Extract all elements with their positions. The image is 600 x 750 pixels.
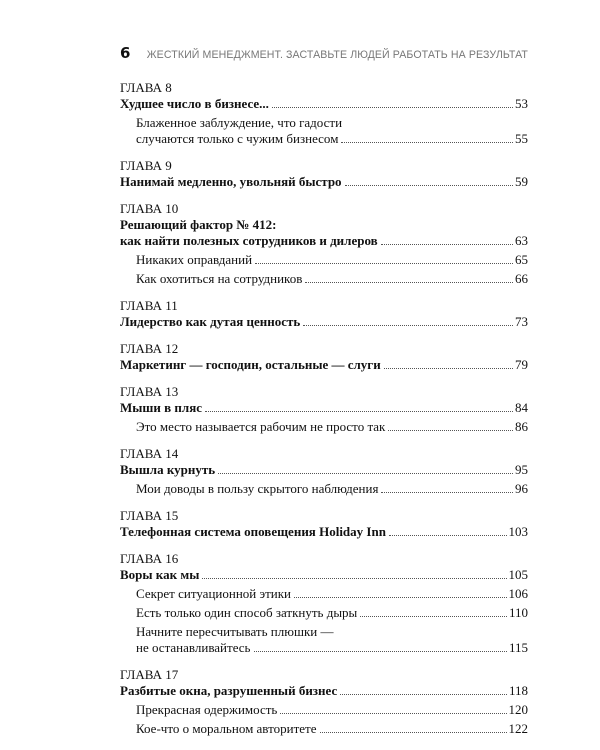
chapter-label: ГЛАВА 17 xyxy=(120,667,179,682)
entry-text-block xyxy=(136,419,528,435)
entry-line xyxy=(120,96,528,112)
dot-leader xyxy=(280,713,506,714)
toc-subentry xyxy=(120,586,528,602)
toc-subentry xyxy=(120,252,528,268)
dot-leader xyxy=(202,578,506,579)
toc-entry xyxy=(120,217,528,249)
chapter-label: ГЛАВА 14 xyxy=(120,446,179,461)
entry-line xyxy=(120,400,528,416)
page-ref: 106 xyxy=(508,586,528,601)
dot-leader xyxy=(381,492,513,493)
page-ref: 66 xyxy=(515,271,528,286)
entry-line xyxy=(120,174,528,190)
entry-title: как найти полезных сотрудников и дилеров xyxy=(120,233,378,248)
page-ref: 65 xyxy=(515,252,528,267)
table-of-contents xyxy=(120,80,528,748)
toc-chapter xyxy=(120,158,528,190)
entry-line xyxy=(120,233,528,249)
toc-chapter xyxy=(120,80,528,147)
entry-line xyxy=(136,586,528,602)
entry-line xyxy=(136,481,528,497)
toc-entry xyxy=(120,462,528,478)
chapter-label: ГЛАВА 15 xyxy=(120,508,179,523)
page-number: 6 xyxy=(120,44,131,62)
toc-entry xyxy=(120,357,528,373)
page-header xyxy=(120,44,528,62)
dot-leader xyxy=(320,732,507,733)
toc-chapter xyxy=(120,341,528,373)
entry-line xyxy=(136,702,528,718)
page-ref: 110 xyxy=(508,605,528,620)
dot-leader xyxy=(205,411,513,412)
entry-title: Воры как мы xyxy=(120,567,200,582)
page-ref: 96 xyxy=(515,481,528,496)
toc-chapter xyxy=(120,508,528,540)
chapter-label: ГЛАВА 9 xyxy=(120,158,172,173)
page-ref: 86 xyxy=(515,419,528,434)
entry-title: Мыши в пляс xyxy=(120,400,202,415)
entry-title: случаются только с чужим бизнесом xyxy=(136,131,339,146)
entry-line xyxy=(120,524,528,540)
toc-chapter xyxy=(120,384,528,435)
entry-line xyxy=(136,115,528,131)
toc-chapter xyxy=(120,446,528,497)
dot-leader xyxy=(305,282,513,283)
toc-subentry xyxy=(120,721,528,737)
toc-entry xyxy=(120,174,528,190)
page-ref: 79 xyxy=(515,357,528,372)
entry-title: Худшее число в бизнесе... xyxy=(120,96,269,111)
page-ref: 115 xyxy=(508,640,528,655)
entry-title: Лидерство как дутая ценность xyxy=(120,314,301,329)
chapter-label: ГЛАВА 16 xyxy=(120,551,179,566)
dot-leader xyxy=(341,142,513,143)
entry-title: Вышла курнуть xyxy=(120,462,216,477)
entry-title: Телефонная система оповещения Holiday Inn xyxy=(120,524,386,539)
entry-line xyxy=(136,131,528,147)
page-ref: 120 xyxy=(508,702,528,717)
toc-subentry xyxy=(120,271,528,287)
entry-line xyxy=(120,357,528,373)
page-ref: 95 xyxy=(515,462,528,477)
entry-line xyxy=(120,462,528,478)
toc-entry xyxy=(120,567,528,583)
toc-entry xyxy=(120,400,528,416)
toc-subentry xyxy=(120,605,528,621)
dot-leader xyxy=(345,185,513,186)
entry-text-block xyxy=(120,683,528,699)
page-ref: 53 xyxy=(515,96,528,111)
entry-text-block xyxy=(120,400,528,416)
dot-leader xyxy=(340,694,507,695)
chapter-label: ГЛАВА 12 xyxy=(120,341,179,356)
entry-text-block xyxy=(136,605,528,621)
entry-title: Есть только один способ заткнуть дыры xyxy=(136,605,358,620)
dot-leader xyxy=(303,325,513,326)
chapter-label: ГЛАВА 13 xyxy=(120,384,179,399)
entry-text-block xyxy=(136,115,528,147)
toc-chapter xyxy=(120,551,528,656)
entry-title: Никаких оправданий xyxy=(136,252,253,267)
entry-text-block xyxy=(120,567,528,583)
entry-title: Разбитые окна, разрушенный бизнес xyxy=(120,683,338,698)
entry-line xyxy=(136,605,528,621)
entry-title: Нанимай медленно, увольняй быстро xyxy=(120,174,342,189)
dot-leader xyxy=(218,473,513,474)
toc-chapter xyxy=(120,298,528,330)
dot-leader xyxy=(381,244,513,245)
entry-text-block xyxy=(120,524,528,540)
entry-title: Мои доводы в пользу скрытого наблюдения xyxy=(136,481,379,496)
entry-title: Решающий фактор № 412: xyxy=(120,217,277,232)
dot-leader xyxy=(389,535,507,536)
page-ref: 105 xyxy=(508,567,528,582)
entry-text-block xyxy=(120,462,528,478)
entry-title: Секрет ситуационной этики xyxy=(136,586,291,601)
page-ref: 103 xyxy=(508,524,528,539)
entry-line xyxy=(136,721,528,737)
entry-text-block xyxy=(136,721,528,737)
page-ref: 118 xyxy=(508,683,528,698)
entry-text-block xyxy=(120,174,528,190)
entry-title: Начните пересчитывать плюшки — xyxy=(136,624,334,639)
entry-title: Маркетинг — господин, остальные — слуги xyxy=(120,357,381,372)
page-ref: 84 xyxy=(515,400,528,415)
entry-line xyxy=(120,314,528,330)
entry-title: Это место называется рабочим не просто так xyxy=(136,419,386,434)
toc-subentry xyxy=(120,419,528,435)
toc-entry xyxy=(120,683,528,699)
entry-title: Кое-что о моральном авторитете xyxy=(136,721,317,736)
toc-subentry xyxy=(120,624,528,656)
page-ref: 63 xyxy=(515,233,528,248)
chapter-label: ГЛАВА 10 xyxy=(120,201,179,216)
page-ref: 122 xyxy=(508,721,528,736)
page-ref: 55 xyxy=(515,131,528,146)
dot-leader xyxy=(254,651,507,652)
entry-line xyxy=(120,567,528,583)
entry-text-block xyxy=(120,357,528,373)
entry-line xyxy=(136,640,528,656)
dot-leader xyxy=(255,263,513,264)
toc-entry xyxy=(120,524,528,540)
dot-leader xyxy=(294,597,507,598)
toc-entry xyxy=(120,96,528,112)
entry-line xyxy=(120,683,528,699)
entry-title: Прекрасная одержимость xyxy=(136,702,278,717)
page-ref: 59 xyxy=(515,174,528,189)
entry-line xyxy=(136,252,528,268)
entry-title: Как охотиться на сотрудников xyxy=(136,271,303,286)
toc-chapter xyxy=(120,667,528,737)
chapter-label: ГЛАВА 11 xyxy=(120,298,178,313)
toc-chapter xyxy=(120,201,528,287)
toc-subentry xyxy=(120,702,528,718)
entry-text-block xyxy=(120,217,528,249)
page-ref: 73 xyxy=(515,314,528,329)
entry-text-block xyxy=(120,96,528,112)
toc-subentry xyxy=(120,115,528,147)
entry-text-block xyxy=(136,252,528,268)
toc-subentry xyxy=(120,481,528,497)
chapter-label: ГЛАВА 8 xyxy=(120,80,172,95)
entry-text-block xyxy=(136,481,528,497)
entry-title: не останавливайтесь xyxy=(136,640,251,655)
entry-line xyxy=(136,271,528,287)
dot-leader xyxy=(360,616,507,617)
dot-leader xyxy=(272,107,513,108)
running-title: ЖЕСТКИЙ МЕНЕДЖМЕНТ. ЗАСТАВЬТЕ ЛЮДЕЙ РАБОТАТЬ НА РЕЗУЛЬТАТ xyxy=(146,49,528,61)
entry-line xyxy=(120,217,528,233)
entry-text-block xyxy=(136,624,528,656)
entry-line xyxy=(136,419,528,435)
toc-entry xyxy=(120,314,528,330)
entry-line xyxy=(136,624,528,640)
entry-text-block xyxy=(136,702,528,718)
dot-leader xyxy=(388,430,513,431)
entry-text-block xyxy=(120,314,528,330)
entry-text-block xyxy=(136,586,528,602)
entry-title: Блаженное заблуждение, что гадости xyxy=(136,115,343,130)
entry-text-block xyxy=(136,271,528,287)
dot-leader xyxy=(384,368,513,369)
